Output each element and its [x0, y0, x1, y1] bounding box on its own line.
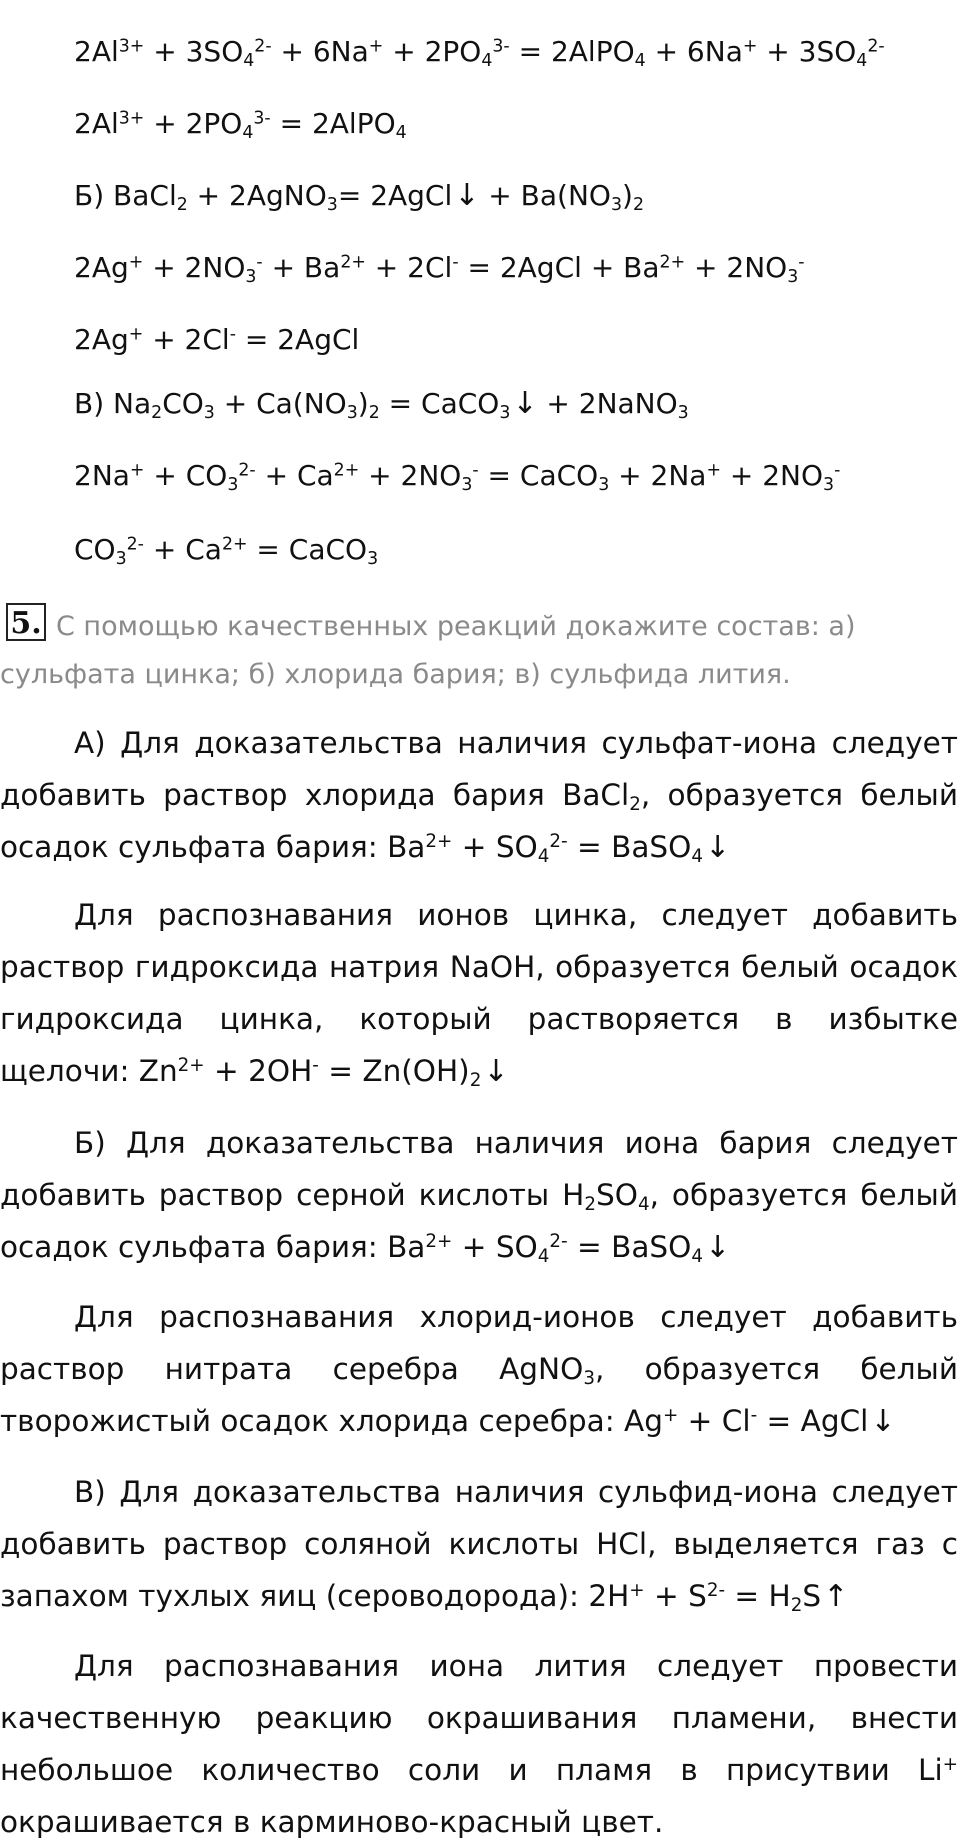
equation-line-4	[74, 250, 805, 286]
para-sub: 4	[537, 846, 550, 868]
para-text: Б) Для доказательства наличия иона бария следует добавить раствор серной кислоты H	[0, 1126, 958, 1212]
eq-text: = CaCO	[478, 459, 599, 492]
equation-line-6	[74, 386, 689, 422]
para-text: = Zn(OH)	[318, 1054, 470, 1088]
para-sub: 2	[469, 1070, 482, 1092]
equation-line-8	[74, 532, 378, 568]
precipitate-arrow-icon: ↓	[870, 1404, 896, 1439]
eq-text: + 2NO	[143, 251, 246, 284]
para-text: Для распознавания ионов цинка, следует добавить раствор гидроксида натрия NaOH, образуется белый осадок гидроксида цинка, который растворяется в избытке щелочи: Zn	[0, 898, 958, 1088]
para-text: = H	[725, 1579, 791, 1613]
eq-text: + 2Na	[609, 459, 707, 492]
eq-sub: 3	[823, 474, 835, 495]
eq-text: CO	[162, 387, 204, 420]
eq-text: 2Ag	[74, 251, 129, 284]
eq-sup: +	[128, 252, 144, 273]
eq-sub: 3	[115, 548, 127, 569]
eq-text: CO	[74, 533, 116, 566]
para-text: , образуется белый осадок сульфата бария: Ba	[0, 1178, 959, 1264]
para-sup: 2+	[177, 1054, 205, 1076]
para-sup: 2-	[549, 830, 568, 852]
eq-text: Б) BaCl	[74, 179, 177, 212]
eq-sup: +	[128, 324, 144, 345]
eq-sup: 3-	[253, 108, 271, 129]
answer-paragraph-zinc	[0, 889, 958, 1098]
eq-text: 2Al	[74, 35, 119, 68]
eq-text: + 6Na	[645, 35, 743, 68]
eq-text: )	[622, 179, 633, 212]
task-number-badge: 5.	[6, 603, 46, 641]
eq-text: + Ca	[255, 459, 334, 492]
para-text: окрашивается в карминово-красный цвет.	[0, 1805, 664, 1839]
eq-sup: -	[798, 252, 805, 273]
para-sub: 4	[691, 1246, 704, 1268]
para-sup: -	[750, 1404, 758, 1426]
para-text: = BaSO	[567, 830, 692, 864]
para-text: + 2OH	[204, 1054, 313, 1088]
eq-sup: 2-	[254, 36, 272, 57]
para-text: = AgCl	[757, 1404, 869, 1438]
para-sub: 3	[583, 1368, 595, 1390]
eq-text: = 2AgCl	[337, 179, 453, 212]
eq-text: + Ba	[262, 251, 341, 284]
eq-text: 2Na	[74, 459, 130, 492]
eq-sub: 3	[461, 474, 473, 495]
eq-sup: -	[452, 252, 459, 273]
para-sub: 2	[790, 1595, 803, 1617]
para-sup: 2-	[549, 1230, 568, 1252]
eq-sub: 2	[176, 194, 188, 215]
eq-sup: +	[129, 460, 145, 481]
para-text: + Cl	[678, 1404, 751, 1438]
precipitate-arrow-icon: ↓	[454, 178, 480, 213]
answer-paragraph-b-barium	[0, 1117, 958, 1274]
eq-sup: 2+	[659, 252, 686, 273]
eq-sup: -	[229, 324, 236, 345]
eq-text: = CaCO	[379, 387, 500, 420]
para-text: , образуется белый осадок сульфата бария: Ba	[0, 778, 959, 864]
eq-sub: 3	[367, 548, 379, 569]
para-sup: -	[312, 1054, 319, 1076]
eq-sub: 2	[151, 402, 163, 423]
eq-sup: +	[742, 36, 758, 57]
para-text: SO	[596, 1178, 638, 1212]
para-sup: +	[942, 1753, 958, 1775]
eq-sub: 4	[856, 50, 868, 71]
eq-text: = 2AlPO	[509, 35, 635, 68]
eq-sup: +	[706, 460, 721, 481]
eq-sup: -	[834, 460, 841, 481]
para-sup: +	[662, 1404, 679, 1426]
answer-paragraph-a-sulfate	[0, 717, 958, 874]
eq-sub: 3	[326, 194, 338, 215]
eq-text: + CO	[144, 459, 228, 492]
eq-sup: 3+	[118, 108, 145, 129]
para-sup: 2+	[425, 1230, 453, 1252]
eq-sub: 3	[598, 474, 610, 495]
eq-sub: 2	[632, 194, 644, 215]
para-text: В) Для доказательства наличия сульфид-иона следует добавить раствор соляной кислоты HCl, выделяется газ с запахом тухлых яиц (сероводорода): 2H	[0, 1475, 958, 1613]
precipitate-arrow-icon: ↓	[512, 386, 538, 421]
eq-sub: 3	[227, 474, 239, 495]
para-text: = BaSO	[567, 1230, 692, 1264]
precipitate-arrow-icon: ↓	[483, 1054, 509, 1089]
eq-sup: 2+	[333, 460, 360, 481]
para-text: , образуется белый творожистый осадок хлорида серебра: Ag	[0, 1352, 959, 1438]
equation-line-2	[74, 106, 407, 142]
para-text: А) Для доказательства наличия сульфат-иона следует добавить раствор хлорида бария BaCl	[0, 726, 958, 812]
eq-text: + 2NO	[685, 251, 788, 284]
eq-text: + 2NO	[720, 459, 824, 492]
answer-paragraph-chloride	[0, 1291, 958, 1448]
para-text: Для распознавания иона лития следует провести качественную реакцию окрашивания пламени, внести небольшое количество соли и пламя в присутвии Li	[0, 1649, 958, 1787]
para-sup: 2-	[706, 1579, 726, 1601]
task-statement	[0, 603, 960, 699]
eq-sup: 2-	[867, 36, 885, 57]
task-text: С помощью качественных реакций докажите состав: а) сульфата цинка; б) хлорида бария; в) сульфида лития.	[0, 611, 856, 690]
para-sub: 2	[584, 1194, 596, 1216]
para-text: + SO	[452, 1230, 538, 1264]
eq-text: + 2AgNO	[187, 179, 327, 212]
equation-line-5	[74, 322, 359, 358]
eq-text: + 2PO	[144, 107, 243, 140]
eq-sub: 4	[243, 50, 255, 71]
equation-line-7	[74, 458, 840, 494]
eq-sub: 4	[481, 50, 493, 71]
eq-text: + Ba(NO	[479, 179, 611, 212]
eq-sub: 2	[368, 402, 380, 423]
eq-text: 2Al	[74, 107, 119, 140]
eq-sub: 3	[245, 266, 257, 287]
eq-text: = 2AgCl + Ba	[458, 251, 660, 284]
eq-sub: 3	[499, 402, 511, 423]
para-text: + SO	[452, 830, 538, 864]
eq-sub: 3	[203, 402, 215, 423]
eq-sub: 4	[242, 122, 254, 143]
eq-sup: -	[256, 252, 263, 273]
gas-arrow-icon: ↑	[823, 1579, 849, 1614]
eq-text: В) Na	[74, 387, 152, 420]
answer-paragraph-lithium	[0, 1640, 958, 1848]
eq-sup: 2+	[221, 534, 248, 555]
para-sub: 4	[637, 1194, 650, 1216]
eq-sub: 4	[395, 122, 407, 143]
eq-text: + 2PO	[383, 35, 482, 68]
eq-text: = 2AgCl	[235, 323, 360, 356]
eq-text: = 2AlPO	[270, 107, 396, 140]
eq-text: + 2Cl	[143, 323, 230, 356]
precipitate-arrow-icon: ↓	[705, 830, 731, 865]
eq-sup: -	[472, 460, 479, 481]
answer-paragraph-c-sulfide	[0, 1466, 958, 1623]
para-sub: 4	[537, 1246, 550, 1268]
eq-text: + 2NaNO	[537, 387, 678, 420]
eq-sub: 3	[610, 194, 622, 215]
eq-sub: 4	[634, 50, 646, 71]
eq-sup: +	[368, 36, 384, 57]
eq-sub: 3	[787, 266, 799, 287]
eq-text: + 6Na	[271, 35, 369, 68]
eq-sup: 2-	[126, 534, 144, 555]
eq-text: + 2Cl	[365, 251, 453, 284]
para-text: S	[802, 1579, 822, 1613]
eq-sup: 2+	[340, 252, 366, 273]
eq-text: 2Ag	[74, 323, 129, 356]
equation-line-1	[74, 34, 885, 70]
para-text: + S	[644, 1579, 707, 1613]
equation-line-3	[74, 178, 644, 214]
para-sup: +	[629, 1579, 645, 1601]
para-sup: 2+	[425, 830, 453, 852]
para-text: Для распознавания хлорид-ионов следует добавить раствор нитрата серебра AgNO	[0, 1300, 958, 1386]
eq-sup: 2-	[238, 460, 256, 481]
eq-text: + 3SO	[757, 35, 857, 68]
eq-sup: 3-	[492, 36, 510, 57]
precipitate-arrow-icon: ↓	[705, 1230, 731, 1265]
eq-text: )	[357, 387, 369, 420]
eq-sub: 3	[346, 402, 358, 423]
eq-sub: 3	[677, 402, 689, 423]
para-sub: 4	[691, 846, 704, 868]
eq-text: + 2NO	[359, 459, 462, 492]
eq-text: + 3SO	[144, 35, 244, 68]
para-sub: 2	[629, 794, 641, 816]
eq-text: = CaCO	[247, 533, 368, 566]
eq-text: + Ca	[143, 533, 222, 566]
eq-sup: 3+	[118, 36, 145, 57]
eq-text: + Ca(NO	[214, 387, 347, 420]
